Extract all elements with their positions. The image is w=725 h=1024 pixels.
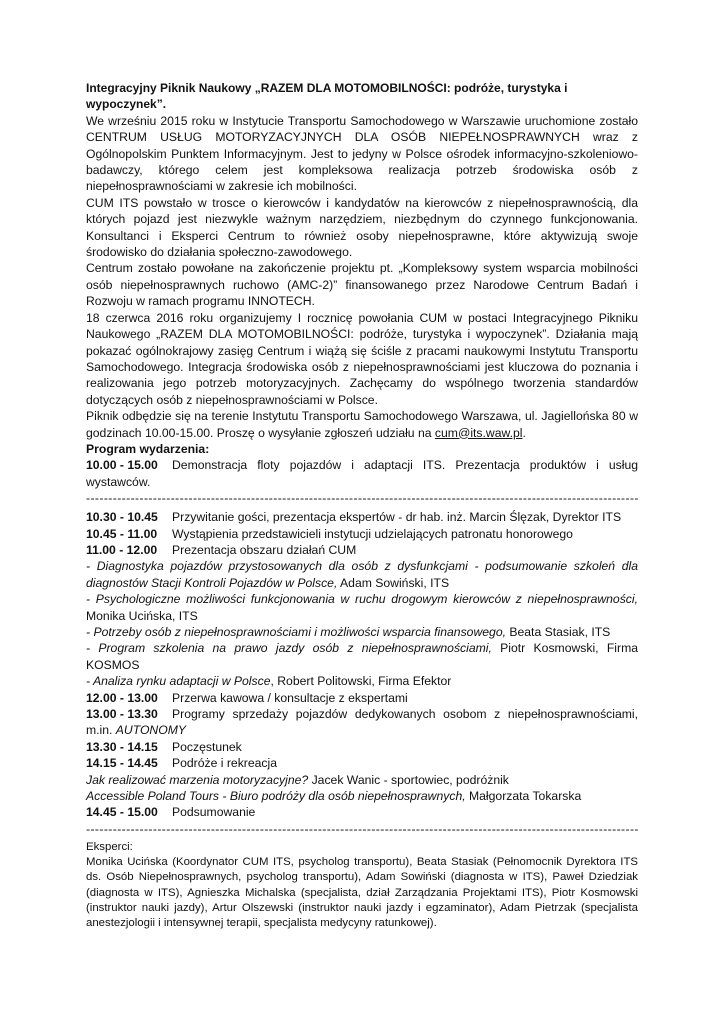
program-text: Podróże i rekreacja [172,756,277,771]
program-text: Prezentacja obszaru działań CUM [172,542,357,557]
document-page [86,80,638,932]
talk-title: Accessible Poland Tours - Biuro podróży dla osób niepełnosprawnych, [86,789,466,804]
separator-line [86,492,638,506]
program-row [86,526,638,542]
program-text: Podsumowanie [172,805,256,820]
talk-title: - Potrzeby osób z niepełnosprawnościami i możliwości wsparcia finansowego, [86,625,506,639]
talk-item [86,673,638,689]
program-text: Poczęstunek [172,739,242,754]
talk-speaker: Beata Stasiak, ITS [505,625,611,639]
program-time: 14.45 - 15.00 [86,805,158,820]
talk-item [86,788,638,804]
program-row [86,739,638,755]
talk-speaker: Adam Sowiński, ITS [337,575,450,590]
program-time: 13.30 - 14.15 [86,739,158,754]
program-row [86,706,638,739]
anniversary-paragraph: 18 czerwca 2016 roku organizujemy I rocznicę powołania CUM w postaci Integracyjnego Pikniku Naukowego „RAZEM DLA MOTOMOBILNOŚCI: podróże, turystyka i wypoczynek”. Działania mają pokazać ogólnokrajowy zasięg Centrum i wiążą się ściśle z pracami naukowymi Instytutu Transportu Samochodowego. Integracja środowiska osób z niepełnosprawnościami jest kluczowa do poznania i realizowania jego potrzeb motoryzacyjnych. Zachęcamy do wspólnego tworzenia standardów dotyczących osób z niepełnosprawnościami w Polsce. [86,310,638,407]
program-row [86,804,638,820]
program-row [86,690,638,706]
talk-item [86,624,638,640]
talk-speaker: Małgorzata Tokarska [465,789,582,804]
talk-title: - Diagnostyka pojazdów przystosowanych dla osób z dysfunkcjami - podsumowanie szkoleń dla diagnostów Stacji Kontroli Pojazdów w Polsce, [86,559,638,590]
experts-heading: Eksperci: [86,840,133,853]
program-text: Demonstracja floty pojazdów i adaptacji ITS. Prezentacja produktów i usług wystawców. [86,458,638,489]
talk-speaker: , Robert Politowski, Firma Efektor [270,674,452,689]
project-paragraph: Centrum zostało powołane na zakończenie projektu pt. „Kompleksowy system wsparcia mobilności osób niepełnosprawnych ruchowo (AMC-2)” finansowanego przez Narodowe Centrum Badań i Rozwoju w ramach programu INNOTECH. [86,261,638,309]
experts-list: Monika Ucińska (Koordynator CUM ITS, psycholog transportu), Beata Stasiak (Pełnomocnik Dyrektora ITS ds. Osób Niepełnosprawnych, psycholog transportu), Adam Sowiński (diagnosta w ITS), Paweł Dziedziak (diagnosta w ITS), Agnieszka Michalska (specjalista, dział Zarządzania Projektami ITS), Piotr Kosmowski (instruktor nauki jazdy), Artur Olszewski (instruktor nauki jazdy i egzaminator), Adam Pietrzak (specjalista anestezjologii i intensywnej terapii, specjalista medycyny ratunkowej). [86,856,638,930]
talk-title: - Program szkolenia na prawo jazdy osób z niepełnosprawnościami, [86,641,492,656]
location-paragraph [86,408,638,441]
program-time: 12.00 - 13.00 [86,690,158,705]
program-row [86,542,638,558]
program-row [86,509,638,525]
program-time: 11.00 - 12.00 [86,542,158,557]
program-text: Przerwa kawowa / konsultacje z ekspertami [172,690,408,705]
talk-item [86,640,638,673]
program-time: 10.45 - 11.00 [86,526,158,541]
program-heading: Program wydarzenia: [86,441,210,456]
separator-line [86,823,638,837]
program-text: Przywitanie gości, prezentacja ekspertów - dr hab. inż. Marcin Ślęzak, Dyrektor ITS [172,510,622,525]
talk-title: - Psychologiczne możliwości funkcjonowania w ruchu drogowym kierowców z niepełnosprawności, [86,592,638,607]
talk-item [86,591,638,624]
talk-item [86,772,638,788]
talk-speaker: Jacek Wanic - sportowiec, podróżnik [308,772,509,787]
intro-paragraph: We wrześniu 2015 roku w Instytucie Transportu Samochodowego w Warszawie uruchomione zostało CENTRUM USŁUG MOTORYZACYJNYCH DLA OSÓB NIEPEŁNOSPRAWNYCH wraz z Ogólnopolskim Punktem Informacyjnym. Jest to jedyny w Polsce ośrodek informacyjno-szkoleniowo-badawczy, którego celem jest kompleksowa realizacja potrzeb środowiska osób z niepełnosprawnościami w zakresie ich mobilności. [86,113,638,194]
program-row [86,755,638,771]
program-time: 10.30 - 10.45 [86,510,158,525]
location-suffix: . [522,425,526,440]
talk-title: Jak realizować marzenia motoryzacyjne? [86,772,309,787]
talk-title: - Analiza rynku adaptacji w Polsce [86,674,271,689]
talk-speaker: Piotr Kosmowski, Firma KOSMOS [86,641,638,672]
program-time: 10.00 - 15.00 [86,458,158,473]
program-time: 13.00 - 13.30 [86,707,158,722]
document-title: Integracyjny Piknik Naukowy „RAZEM DLA MOTOMOBILNOŚCI: podróże, turystyka i wypoczynek”. [86,81,568,112]
location-text: Piknik odbędzie się na terenie Instytutu Transportu Samochodowego Warszawa, ul. Jagiellońska 80 w godzinach 10.00-15.00. Proszę o wysyłanie zgłoszeń udziału na [86,409,638,440]
program-time: 14.15 - 14.45 [86,756,158,771]
program-text-italic: AUTONOMY [115,723,186,738]
talk-speaker: Monika Ucińska, ITS [86,608,198,623]
talk-item [86,558,638,591]
program-row [86,457,638,490]
cum-its-paragraph: CUM ITS powstało w trosce o kierowców i kandydatów na kierowców z niepełnosprawnością, dla których pojazd jest niezwykle ważnym narzędziem, niezbędnym do czynnego funkcjonowania. Konsultanci i Eksperci Centrum to również osoby niepełnosprawne, które aktywizują swoje środowisko do działania społeczno-zawodowego. [86,195,638,260]
email-link[interactable]: cum@its.waw.pl [434,425,523,440]
program-text: Wystąpienia przedstawicieli instytucji udzielających patronatu honorowego [172,526,573,541]
experts-section [86,840,638,932]
program-text: Programy sprzedaży pojazdów dedykowanych osobom z niepełnosprawnościami, m.in. [86,707,638,738]
